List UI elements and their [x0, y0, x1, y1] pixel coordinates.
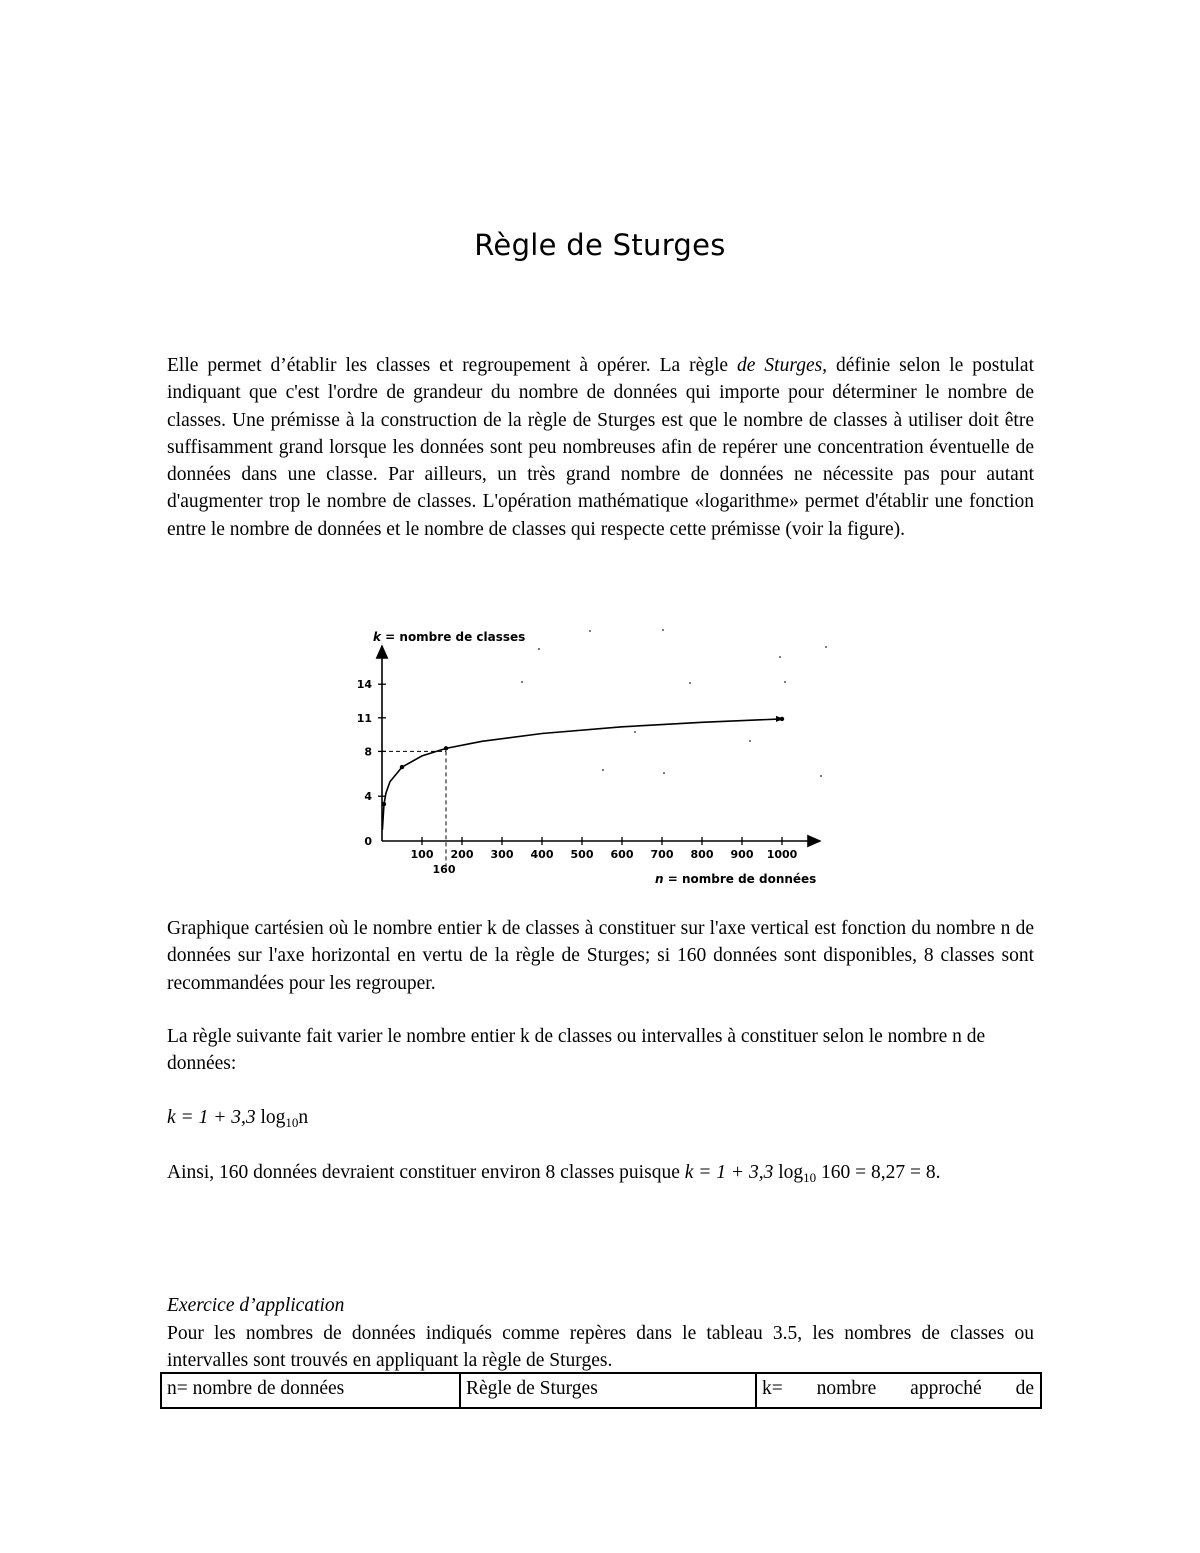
y-axis-label: k = nombre de classes	[373, 630, 526, 644]
intro-text-1: Elle permet d’établir les classes et regroupement à opérer. La règle	[167, 355, 738, 376]
example-log-base: 10	[803, 1170, 817, 1185]
y-tick-label: 11	[356, 711, 372, 725]
col-header-rule: Règle de Sturges	[460, 1373, 756, 1408]
y-tick-label: 4	[364, 790, 372, 804]
example-result: 160 = 8,27 = 8.	[816, 1162, 941, 1183]
col-header-k-word: approché	[910, 1378, 982, 1399]
highlight-x-label: 160	[432, 863, 456, 876]
x-tick-label: 300	[490, 848, 514, 861]
sturges-formula	[167, 1104, 1034, 1131]
x-tick-label: 600	[610, 848, 634, 861]
figure-caption: Graphique cartésien où le nombre entier k de classes à constituer sur l'axe vertical est fonction du nombre n de données sur l'axe horizontal en vertu de la règle de Sturges; si 160 données sont disponibles, 8 classes sont recommandées pour les regrouper.	[167, 918, 1034, 994]
intro-text-2: définie selon le postulat indiquant que c'est l'ordre de grandeur du nombre de données qui importe pour déterminer le nombre de classes. Une prémisse à la construction de la règle de Sturges est que le nombre de classes à utiliser doit être suffisamment grand lorsque les données sont peu nombreuses afin de repérer une concentration éventuelle de données dans une classe. Par ailleurs, un très grand nombre de données ne nécessite pas pour autant d'augmenter trop le nombre de classes. L'opération mathématique «logarithme» permet d'établir une fonction entre le nombre de données et le nombre de classes qui respecte cette prémisse (voir la figure).	[167, 355, 1034, 540]
x-tick-label: 900	[730, 848, 754, 861]
example-text-1: Ainsi, 160 données devraient constituer environ 8 classes puisque	[167, 1162, 685, 1183]
formula-lhs: k = 1 + 3,3	[167, 1107, 256, 1128]
example-paragraph	[167, 1159, 1034, 1186]
y-tick-label: 14	[356, 678, 372, 692]
x-tick-label: 500	[570, 848, 594, 861]
rule-paragraph: La règle suivante fait varier le nombre entier k de classes ou intervalles à constituer selon le nombre n de données:	[167, 1026, 986, 1075]
intro-text-italic: de Sturges,	[737, 355, 828, 376]
sturges-table	[160, 1372, 1042, 1409]
sturges-chart	[355, 620, 835, 890]
example-formula: k = 1 + 3,3	[684, 1162, 774, 1183]
formula-log: log	[255, 1107, 286, 1128]
scan-dots	[521, 629, 827, 777]
formula-log-base: 10	[285, 1115, 299, 1130]
table-header-row	[161, 1373, 1041, 1408]
chart-svg	[355, 620, 835, 890]
col-header-k	[756, 1373, 1041, 1408]
x-tick-label: 800	[690, 848, 714, 861]
curve-arrowhead	[776, 716, 784, 722]
sturges-curve	[382, 719, 782, 830]
x-tick-label: 1000	[766, 848, 798, 861]
curve-point	[444, 746, 448, 750]
col-header-k-word: k=	[762, 1378, 783, 1399]
exercise-title: Exercice d’application	[167, 1295, 345, 1316]
exercise-paragraph: Pour les nombres de données indiqués comme repères dans le tableau 3.5, les nombres de classes ou intervalles sont trouvés en appliquant la règle de Sturges.	[167, 1323, 1034, 1372]
y-tick-label: 8	[364, 745, 372, 759]
x-tick-label: 700	[650, 848, 674, 861]
page-title: Règle de Sturges	[474, 228, 726, 262]
curve-point	[382, 802, 386, 806]
x-tick-label: 200	[450, 848, 474, 861]
col-header-k-word: de	[1015, 1378, 1034, 1399]
intro-paragraph	[167, 352, 1034, 543]
example-log: log	[773, 1162, 804, 1183]
x-tick-label: 400	[530, 848, 554, 861]
y-tick-label: 0	[364, 835, 372, 848]
col-header-k-word: nombre	[816, 1378, 877, 1399]
formula-var: n	[298, 1107, 309, 1128]
x-axis-label: n = nombre de données	[655, 872, 817, 886]
curve-point	[400, 765, 404, 769]
col-header-n: n= nombre de données	[161, 1373, 460, 1408]
x-tick-label: 100	[410, 848, 434, 861]
